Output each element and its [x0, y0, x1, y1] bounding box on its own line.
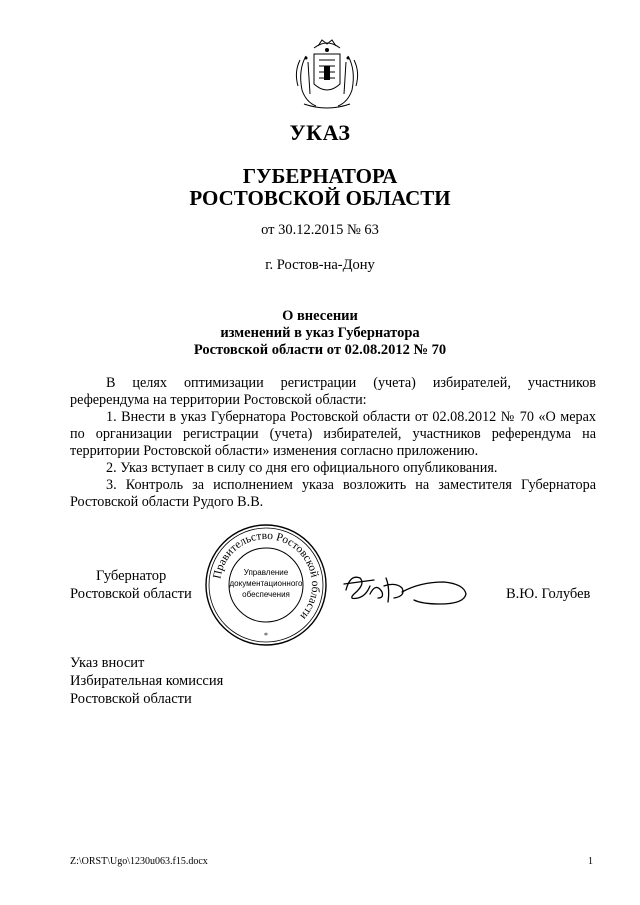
- item-1-paragraph: 1. Внести в указ Губернатора Ростовской области от 02.08.2012 № 70 «О мерах по организации регистрации (учета) избирателей, участников референдума на территории Ростовской области» изменения согласно приложению.: [70, 409, 596, 459]
- introduced-by-line-1: Указ вносит: [70, 655, 145, 671]
- stamp-star-icon: *: [264, 631, 268, 640]
- subject-line-2: изменений в указ Губернатора: [220, 325, 420, 341]
- page-number: 1: [588, 856, 593, 867]
- coat-of-arms-emblem: [292, 36, 362, 112]
- date-number: от 30.12.2015 № 63: [261, 222, 379, 238]
- stamp-ring-text: Правительство Ростовской области: [211, 529, 322, 622]
- signatory-position-line-1: Губернатор: [96, 568, 167, 584]
- preamble-paragraph: В целях оптимизации регистрации (учета) избирателей, участников референдума на территории Ростовской области:: [70, 375, 596, 408]
- item-2-paragraph: 2. Указ вступает в силу со дня его официального опубликования.: [106, 460, 498, 476]
- stamp-inner-line-2: документационного: [229, 579, 303, 588]
- signatory-position-line-2: Ростовской области: [70, 586, 192, 602]
- file-path-footer: Z:\ORST\Ugo\1230u063.f15.docx: [70, 856, 208, 867]
- stamp-inner-line-1: Управление: [243, 568, 289, 577]
- handwritten-signature: [340, 568, 472, 610]
- signatory-name: В.Ю. Голубев: [506, 586, 591, 602]
- introduced-by-line-3: Ростовской области: [70, 691, 192, 707]
- subject-line-3: Ростовской области от 02.08.2012 № 70: [193, 342, 447, 358]
- issuer-line-2: РОСТОВСКОЙ ОБЛАСТИ: [189, 186, 451, 210]
- decree-body: [70, 375, 596, 511]
- subject-line-1: О внесении: [282, 308, 358, 324]
- introduced-by-line-2: Избирательная комиссия: [70, 673, 224, 689]
- document-type-title: УКАЗ: [289, 120, 351, 145]
- issuer-line-1: ГУБЕРНАТОРА: [242, 164, 398, 188]
- city: г. Ростов-на-Дону: [265, 257, 375, 273]
- stamp-inner-line-3: обеспечения: [242, 590, 290, 599]
- official-stamp: [203, 522, 329, 648]
- item-3-paragraph: 3. Контроль за исполнением указа возложить на заместителя Губернатора Ростовской области Рудого В.В.: [70, 477, 596, 510]
